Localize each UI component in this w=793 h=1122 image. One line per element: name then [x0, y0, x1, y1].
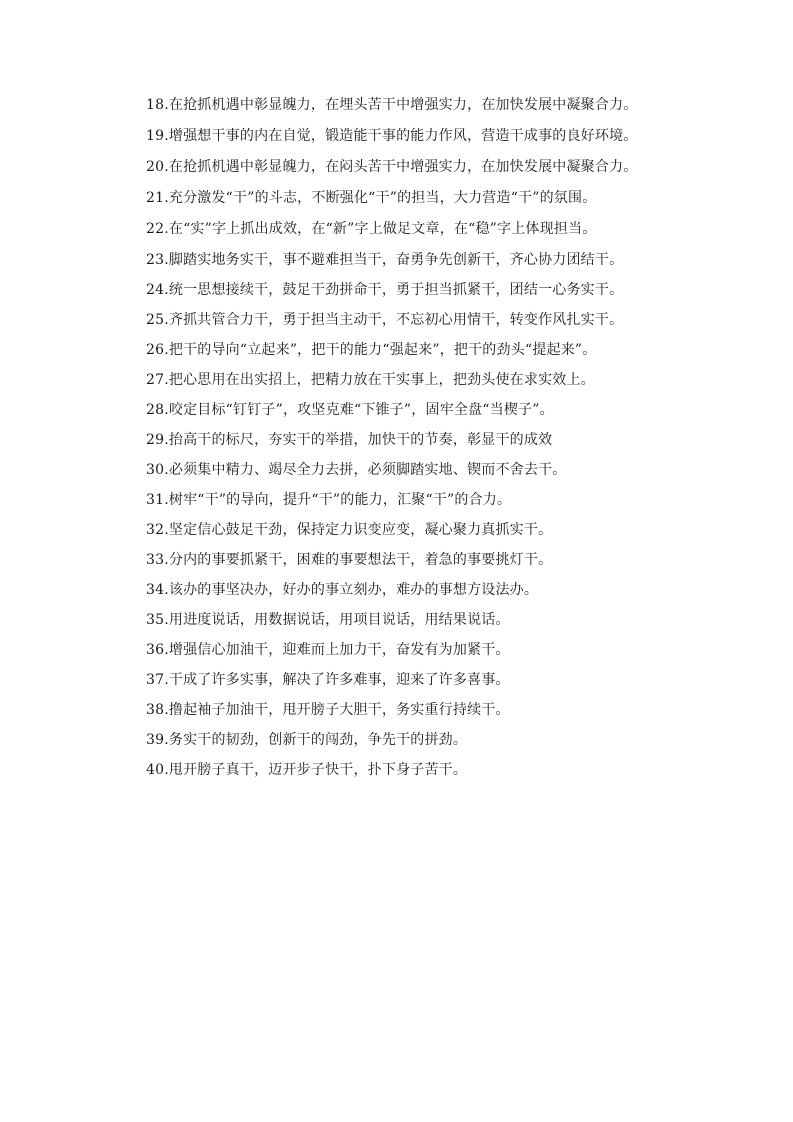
list-item: 36.增强信心加油干，迎难而上加力干，奋发有为加紧干。 — [146, 642, 510, 658]
list-item: 38.撸起袖子加油干，甩开膀子大胆干，务实重行持续干。 — [146, 702, 510, 718]
list-item: 22.在“实”字上抓出成效，在“新”字上做足文章，在“稳”字上体现担当。 — [146, 221, 597, 237]
list-item: 40.甩开膀子真干，迈开步子快干，扑下身子苦干。 — [146, 762, 468, 778]
list-item: 18.在抢抓机遇中彰显魄力，在埋头苦干中增强实力，在加快发展中凝聚合力。 — [146, 97, 638, 113]
list-item: 23.脚踏实地务实干，事不避难担当干，奋勇争先创新干，齐心协力团结干。 — [146, 252, 624, 268]
list-item: 27.把心思用在出实招上，把精力放在干实事上，把劲头使在求实效上。 — [146, 372, 595, 388]
list-item: 21.充分激发“干”的斗志，不断强化“干”的担当，大力营造“干”的氛围。 — [146, 190, 597, 206]
list-item: 25.齐抓共管合力干，勇于担当主动干，不忘初心用情干，转变作风扎实干。 — [146, 312, 624, 328]
list-item: 34.该办的事坚决办，好办的事立刻办，难办的事想方设法办。 — [146, 582, 539, 598]
list-item: 39.务实干的韧劲，创新干的闯劲，争先干的拼劲。 — [146, 732, 468, 748]
list-item: 35.用进度说话，用数据说话，用项目说话，用结果说话。 — [146, 612, 510, 628]
list-item: 31.树牢“干”的导向，提升“干”的能力，汇聚“干”的合力。 — [146, 492, 512, 508]
list-item: 28.咬定目标“钉钉子”，攻坚克难“下锥子”，固牢全盘“当楔子”。 — [146, 402, 554, 418]
list-item: 33.分内的事要抓紧干，困难的事要想法干，着急的事要挑灯干。 — [146, 552, 553, 568]
list-item: 32.坚定信心鼓足干劲，保持定力识变应变，凝心聚力真抓实干。 — [146, 522, 553, 538]
list-item: 20.在抢抓机遇中彰显魄力，在闷头苦干中增强实力，在加快发展中凝聚合力。 — [146, 159, 638, 175]
list-item: 29.抬高干的标尺，夯实干的举措，加快干的节奏，彰显干的成效 — [146, 432, 553, 448]
list-item: 24.统一思想接续干，鼓足干劲拼命干，勇于担当抓紧干，团结一心务实干。 — [146, 282, 624, 298]
list-item: 30.必须集中精力、竭尽全力去拼，必须脚踏实地、锲而不舍去干。 — [146, 462, 567, 478]
list-item: 26.把干的导向“立起来”，把干的能力“强起来”，把干的劲头“提起来”。 — [146, 342, 597, 358]
list-item: 19.增强想干事的内在自觉，锻造能干事的能力作风，营造干成事的良好环境。 — [146, 128, 638, 144]
list-item: 37.干成了许多实事，解决了许多难事，迎来了许多喜事。 — [146, 672, 510, 688]
document-body — [114, 96, 684, 791]
